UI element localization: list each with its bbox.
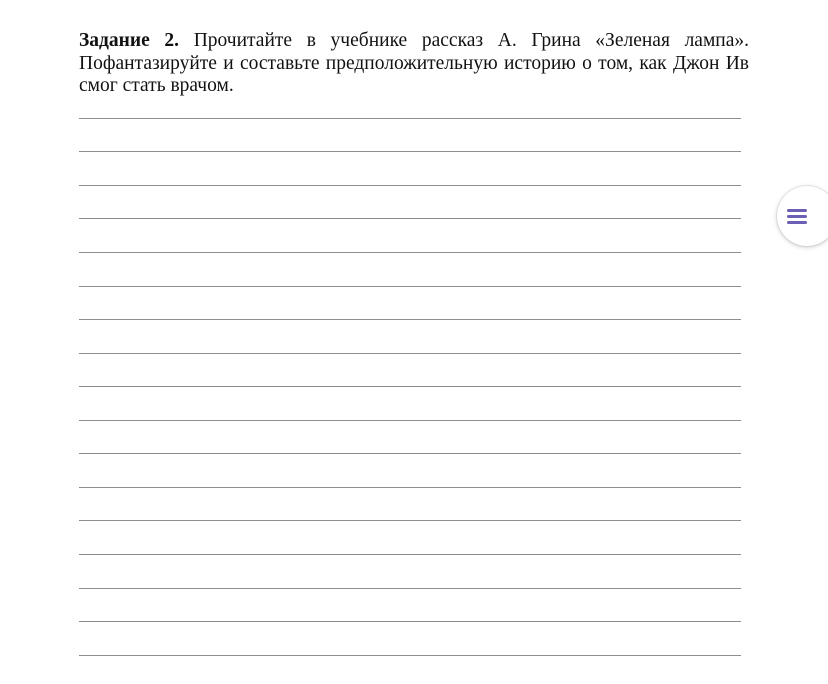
answer-line	[79, 151, 741, 152]
answer-line	[79, 621, 741, 622]
answer-line	[79, 520, 741, 521]
menu-icon	[787, 206, 807, 227]
menu-button[interactable]	[777, 186, 828, 246]
answer-lines	[79, 0, 741, 684]
answer-line	[79, 185, 741, 186]
task-number: Задание 2.	[79, 30, 180, 51]
answer-line	[79, 487, 741, 488]
answer-line	[79, 353, 741, 354]
answer-line	[79, 386, 741, 387]
answer-line	[79, 286, 741, 287]
answer-line	[79, 588, 741, 589]
answer-line	[79, 118, 741, 119]
answer-line	[79, 319, 741, 320]
answer-line	[79, 218, 741, 219]
answer-line	[79, 252, 741, 253]
task-instruction: Прочитайте в учебнике рассказ А. Грина «Зеленая лампа». Пофантазируйте и составьте предположительную историю о том, как Джон Ив смог стать врачом.	[79, 30, 750, 96]
answer-line	[79, 554, 741, 555]
answer-line	[79, 420, 741, 421]
answer-line	[79, 453, 741, 454]
answer-line	[79, 655, 741, 656]
